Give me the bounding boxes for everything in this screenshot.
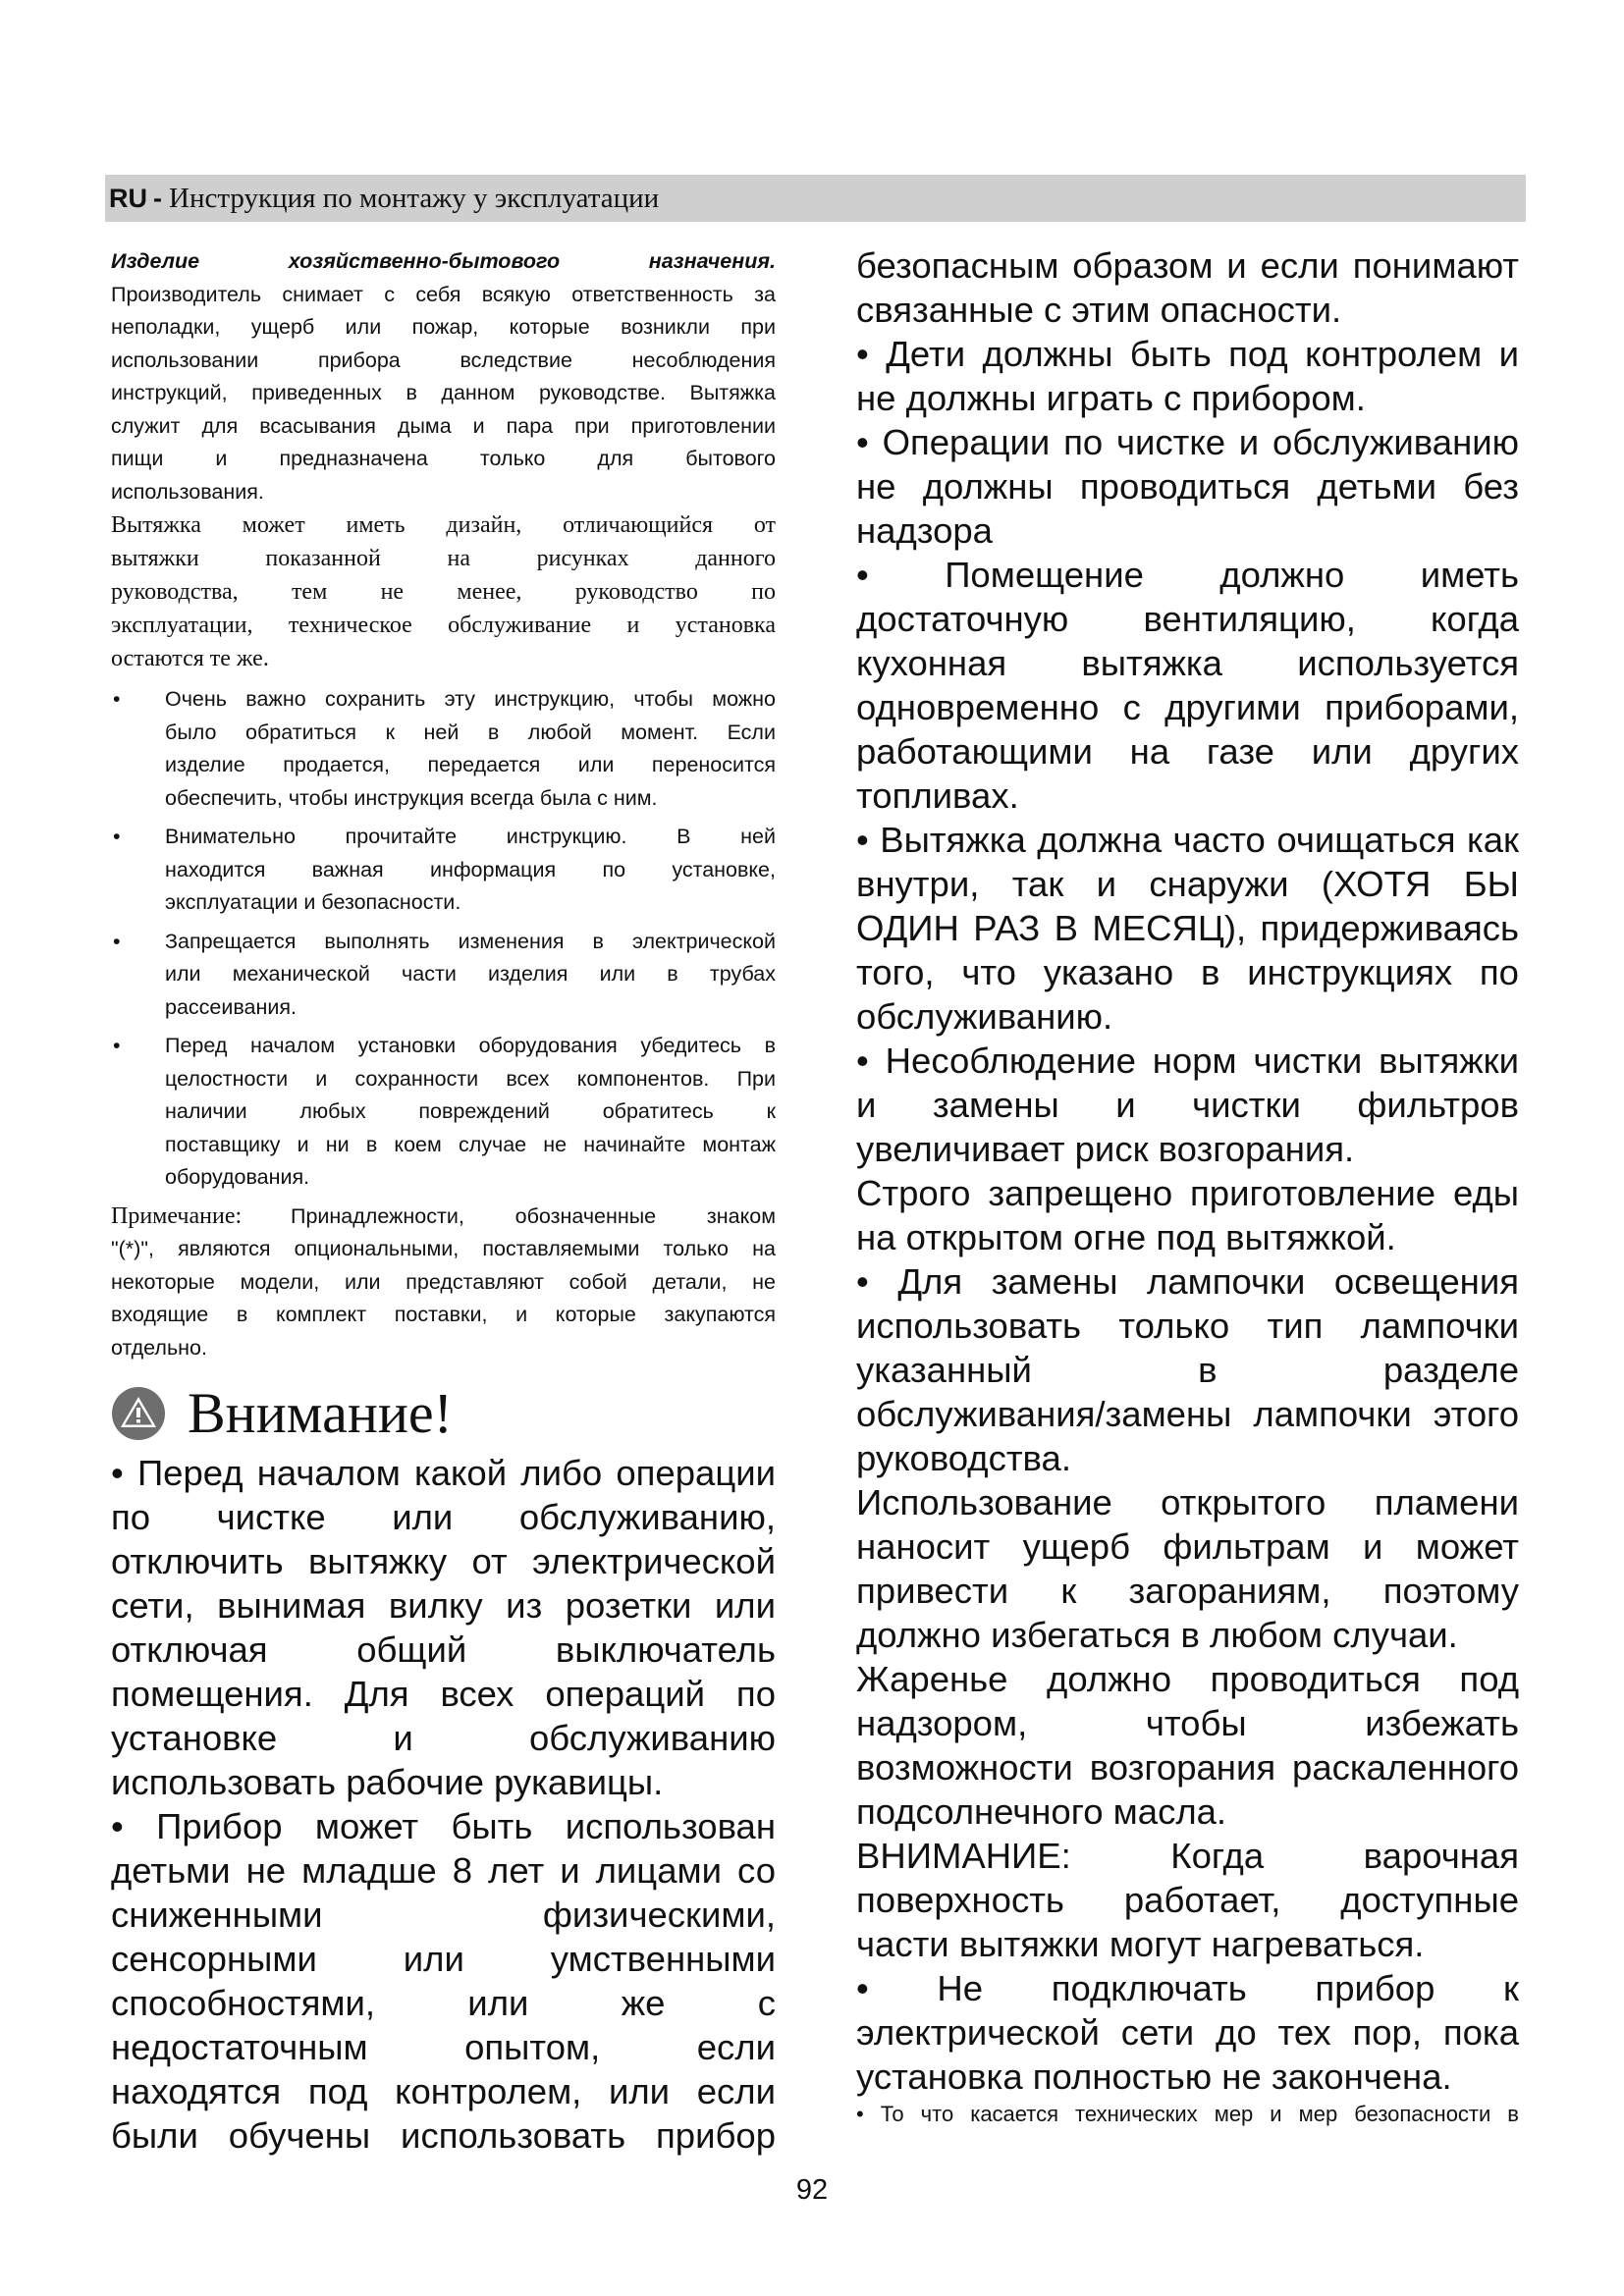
right-line: обслуживания/замены лампочки этого [856, 1394, 1519, 1434]
note-line: Принадлежности, обозначенные знаком [290, 1203, 777, 1228]
intro-paragraph [111, 279, 776, 509]
right-line: не должны играть с прибором. [856, 378, 1366, 418]
right-line: достаточную вентиляцию, когда [856, 599, 1519, 639]
right-line: • Несоблюдение норм чистки вытяжки [856, 1041, 1519, 1081]
bullet-item [111, 1030, 776, 1195]
right-line: использовать только тип лампочки [856, 1306, 1519, 1346]
language-code: RU [109, 183, 147, 213]
right-line: безопасным образом и если понимают [856, 245, 1519, 286]
right-line: • Вытяжка должна часто очищаться как [856, 820, 1519, 860]
note-first-line [111, 1201, 776, 1234]
right-line: работающими на газе или других [856, 731, 1519, 772]
intro-line: использования. [111, 479, 264, 504]
warning-line: помещения. Для всех операций по [111, 1674, 776, 1714]
page-number: 92 [795, 2174, 829, 2206]
warning-heading [111, 1382, 776, 1445]
right-column [856, 243, 1519, 2130]
warning-line: отключить вытяжку от электрической [111, 1541, 776, 1581]
intro-line: служит для всасывания дыма и пара при приготовлении [111, 413, 776, 438]
bullet-line: Запрещается выполнять изменения в электрической [165, 929, 776, 953]
warning-line: использовать рабочие рукавицы. [111, 1762, 664, 1802]
right-line: ОДИН РАЗ В МЕСЯЦ), придерживаясь [856, 908, 1519, 948]
right-line: и замены и чистки фильтров [856, 1085, 1519, 1125]
warning-line: находятся под контролем, или если [111, 2071, 776, 2111]
bullet-glyph: • [113, 1034, 121, 1057]
bullet-line: находится важная информация по установке, [165, 857, 776, 881]
right-line: • Помещение должно иметь [856, 555, 1519, 595]
bullet-item [111, 683, 776, 815]
left-column [111, 245, 776, 2158]
right-line: ВНИМАНИЕ: Когда варочная [856, 1836, 1519, 1876]
bullet-glyph: • [113, 687, 121, 711]
warning-line: сенсорными или умственными [111, 1939, 776, 1979]
warning-line: • Прибор может быть использован [111, 1806, 776, 1846]
design-line: эксплуатации, техническое обслуживание и установка [111, 613, 776, 638]
bullet-line: поставщику и ни в коем случае не начинайте монтаж [165, 1132, 776, 1156]
bullet-line: эксплуатации и безопасности. [165, 890, 461, 914]
intro-line: Производитель снимает с себя всякую ответственность за [111, 282, 776, 306]
warning-title: Внимание! [188, 1381, 453, 1445]
right-line: наносит ущерб фильтрам и может [856, 1526, 1519, 1567]
bullet-list [111, 683, 776, 1195]
warning-icon [111, 1386, 166, 1441]
bullet-line: Очень важно сохранить эту инструкцию, чтобы можно [165, 687, 776, 711]
right-line: Жаренье должно проводиться под [856, 1659, 1519, 1699]
right-line: привести к загораниям, поэтому [856, 1571, 1519, 1611]
right-line: руководства. [856, 1438, 1071, 1478]
bullet-line: наличии любых повреждений обратитесь к [165, 1099, 776, 1123]
bullet-line: Внимательно прочитайте инструкцию. В ней [165, 825, 776, 848]
warning-line: сниженными физическими, [111, 1895, 776, 1935]
right-line: увеличивает риск возгорания. [856, 1129, 1355, 1169]
right-last-line: • То что касается технических мер и мер безопасности в [856, 2102, 1519, 2126]
right-line: поверхность работает, доступные [856, 1880, 1519, 1920]
design-line: Вытяжка может иметь дизайн, отличающийся от [111, 512, 776, 538]
right-line: Использование открытого пламени [856, 1482, 1519, 1522]
right-line: надзора [856, 510, 993, 551]
bullet-line: оборудования. [165, 1165, 310, 1189]
right-line: того, что указано в инструкциях по [856, 952, 1519, 992]
bullet-line: обеспечить, чтобы инструкция всегда была с ним. [165, 785, 658, 810]
warning-line: по чистке или обслуживанию, [111, 1497, 776, 1537]
right-line: • Операции по чистке и обслуживанию [856, 422, 1519, 462]
warning-line: отключая общий выключатель [111, 1629, 776, 1670]
right-line: кухонная вытяжка используется [856, 643, 1519, 683]
note-paragraph [111, 1201, 776, 1365]
warning-line: сети, вынимая вилку из розетки или [111, 1585, 776, 1626]
note-line: некоторые модели, или представляют собой детали, не [111, 1269, 776, 1294]
header-title: Инструкция по монтажу у эксплуатации [169, 182, 660, 214]
bullet-glyph: • [113, 825, 121, 848]
right-line: топливах. [856, 775, 1019, 816]
intro-line: инструкций, приведенных в данном руководстве. Вытяжка [111, 381, 776, 404]
warning-line: недостаточным опытом, если [111, 2027, 776, 2067]
right-line: части вытяжки могут нагреваться. [856, 1924, 1425, 1964]
bullet-line: рассеивания. [165, 994, 298, 1019]
design-line: вытяжки показанной на рисунках данного [111, 546, 776, 571]
note-label: Примечание: [111, 1202, 243, 1229]
intro-line: пищи и предназначена только для бытового [111, 447, 776, 470]
design-paragraph [111, 508, 776, 675]
right-line: Строго запрещено приготовление еды [856, 1173, 1519, 1213]
right-line: • Дети должны быть под контролем и [856, 334, 1519, 374]
warning-line: установке и обслуживанию [111, 1718, 776, 1758]
bullet-glyph: • [113, 929, 121, 953]
right-line: • Для замены лампочки освещения [856, 1261, 1519, 1302]
warning-line: • Перед началом какой либо операции [111, 1453, 776, 1493]
bullet-item [111, 926, 776, 1025]
right-line: одновременно с другими приборами, [856, 687, 1519, 727]
header-band [105, 175, 1526, 222]
design-line: остаются те же. [111, 646, 269, 671]
right-line: не должны проводиться детьми без [856, 466, 1519, 507]
right-line: установка полностью не закончена. [856, 2056, 1452, 2097]
right-line: связанные с этим опасности. [856, 290, 1342, 330]
bullet-line: целостности и сохранности всех компонентов. При [165, 1066, 776, 1091]
warning-line: способностями, или же с [111, 1983, 776, 2023]
design-line: руководства, тем не менее, руководство по [111, 579, 776, 605]
bullet-line: Перед началом установки оборудования убедитесь в [165, 1034, 776, 1057]
right-line: должно избегаться в любом случаи. [856, 1615, 1458, 1655]
header-dash: - [153, 183, 162, 213]
right-line: возможности возгорания раскаленного [856, 1747, 1519, 1788]
intro-line: неполадки, ущерб или пожар, которые возникли при [111, 315, 776, 339]
right-line: электрической сети до тех пор, пока [856, 2012, 1519, 2053]
note-line: отдельно. [111, 1335, 207, 1360]
intro-heading: Изделие хозяйственно-бытового назначения. [111, 249, 776, 273]
intro-line: использовании прибора вследствие несоблюдения [111, 347, 776, 372]
warning-line: были обучены использовать прибор [111, 2115, 776, 2156]
bullet-item [111, 821, 776, 920]
bullet-line: было обратиться к ней в любой момент. Если [165, 720, 776, 744]
bullet-line: изделие продается, передается или переносится [165, 753, 776, 776]
warning-line: детьми не младше 8 лет и лицами со [111, 1850, 776, 1891]
right-line: • Не подключать прибор к [856, 1968, 1519, 2008]
right-line: подсолнечного масла. [856, 1791, 1227, 1832]
warning-text [111, 1451, 776, 2158]
right-line: внутри, так и снаружи (ХОТЯ БЫ [856, 864, 1519, 904]
note-line: "(*)", являются опциональными, поставляемыми только на [111, 1237, 776, 1260]
note-line: входящие в комплект поставки, и которые закупаются [111, 1303, 776, 1326]
bullet-line: или механической части изделия или в трубах [165, 962, 776, 986]
right-line: обслуживанию. [856, 996, 1113, 1037]
right-line: указанный в разделе [856, 1350, 1519, 1390]
right-line: надзором, чтобы избежать [856, 1703, 1519, 1743]
right-line: на открытом огне под вытяжкой. [856, 1217, 1396, 1257]
